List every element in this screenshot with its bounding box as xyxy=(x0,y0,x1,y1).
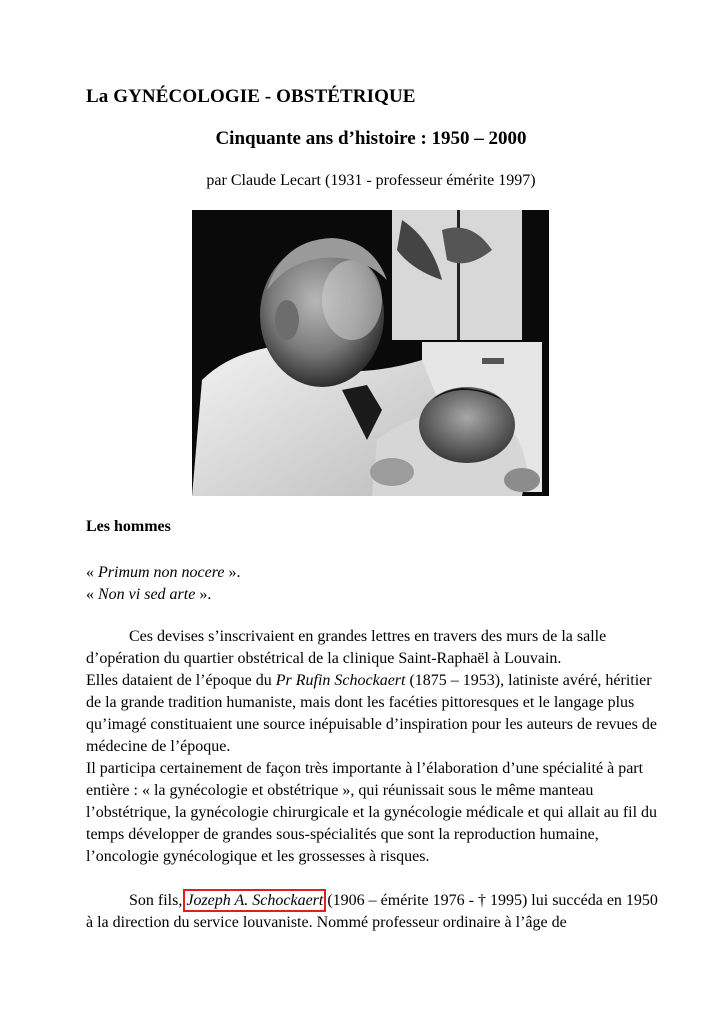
document-subtitle: Cinquante ans d’histoire : 1950 – 2000 xyxy=(215,128,527,149)
person-name: Pr Rufin Schockaert xyxy=(275,672,406,689)
paragraph-text: Elles dataient de l’époque du xyxy=(86,672,276,689)
motto-line xyxy=(86,562,241,584)
motto-open-quote: « xyxy=(86,586,98,603)
body-text xyxy=(86,626,658,934)
document-title: La GYNÉCOLOGIE - OBSTÉTRIQUE xyxy=(86,86,416,107)
mottos-block xyxy=(86,562,241,606)
motto-close-quote: ». xyxy=(195,586,212,603)
motto-line xyxy=(86,584,241,606)
motto-close-quote: ». xyxy=(224,564,241,581)
document-byline: par Claude Lecart (1931 - professeur émérite 1997) xyxy=(206,172,536,189)
paragraph: Il participa certainement de façon très importante à l’élaboration d’une spécialité à part entière : « la gynécologie et obstétrique », qui réunissait sous le même manteau l’obstétrique, la gynécologie chirurgicale et la gynécologie médicale et qui allait au fil du temps développer de grandes sous-spécialités que sont la reproduction humaine, l’oncologie gynécologique et les grossesses à risques. xyxy=(86,760,658,865)
motto-open-quote: « xyxy=(86,564,98,581)
paragraph-text: (1875 – 1953), latiniste avéré, héritier de la grande tradition humaniste, mais dont les facéties pittoresques et le langage plus qu’imagé constituaient une source inépuisable d’inspiration pour les auteurs de revues de médecine de l’époque. xyxy=(86,672,657,755)
paragraph xyxy=(86,670,658,758)
paragraph: Ces devises s’inscrivaient en grandes lettres en travers des murs de la salle d’opération du quartier obstétrical de la clinique Saint-Raphaël à Louvain. xyxy=(86,628,607,667)
paragraph-text: Son fils, xyxy=(129,892,187,909)
paragraph xyxy=(86,890,658,934)
paragraph-text: (1906 – émérite 1976 - † 1995) lui succéda en 1950 à la direction du service louvaniste. Nommé professeur ordinaire à l’âge de xyxy=(86,892,658,931)
motto-text: Primum non nocere xyxy=(98,564,225,581)
motto-text: Non vi sed arte xyxy=(98,586,196,603)
section-heading: Les hommes xyxy=(86,518,171,535)
photo-doctor-holding-newborn xyxy=(192,210,549,496)
highlighted-person-name[interactable]: Jozeph A. Schockaert xyxy=(186,892,324,909)
photo-illustration xyxy=(192,210,549,496)
